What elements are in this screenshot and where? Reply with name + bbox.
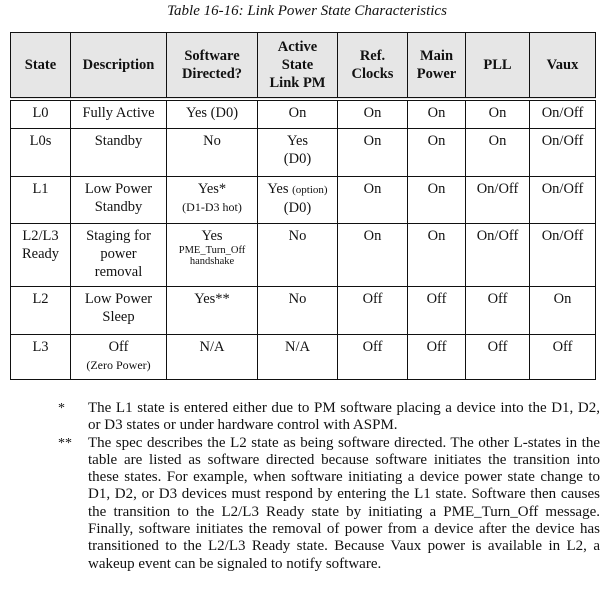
cell-main-power: On — [408, 129, 466, 177]
cell-line: Standby — [94, 199, 143, 215]
cell-main-power: On — [408, 177, 466, 224]
header-main-power — [408, 33, 466, 100]
footnote-mark: ** — [58, 435, 72, 451]
cell-aspm — [258, 129, 338, 177]
cell-description — [71, 335, 167, 380]
header-row — [11, 33, 596, 100]
cell-line: Low Power — [84, 181, 153, 197]
cell-main-power: Off — [408, 287, 466, 335]
header-line: Power — [416, 66, 457, 82]
footnote-text: The spec describes the L2 state as being software directed. The other L-states in the table are listed as software directed because software initiates the transition into these states. For example, when software initiating a device power state change to D1, D2, or D3 devices must respond by entering the L1 state. Software then causes the transition to the L2/L3 Ready state by initiating a PME_Turn_Off message. Finally, software initiates the removal of power from a device after the device has transitioned to the L2/L3 Ready state. Because Vaux power is available in L2, a wakeup event can be signaled to notify software. — [88, 434, 600, 572]
table-row — [11, 287, 596, 335]
header-vaux: Vaux — [530, 33, 596, 100]
cell-line: Ready — [21, 246, 60, 262]
header-description: Description — [71, 33, 167, 100]
cell-state: L2 — [11, 287, 71, 335]
cell-software-directed: Yes** — [167, 287, 258, 335]
header-active-state-link-pm — [258, 33, 338, 100]
cell-state — [11, 224, 71, 287]
cell-pll: On/Off — [466, 224, 530, 287]
table-row — [11, 224, 596, 287]
cell-ref-clocks: On — [338, 177, 408, 224]
cell-line: PME_Turn_Off — [178, 245, 246, 256]
cell-pll: On/Off — [466, 177, 530, 224]
header-line: Clocks — [351, 66, 394, 82]
cell-vaux: On/Off — [530, 177, 596, 224]
cell-software-directed — [167, 177, 258, 224]
cell-vaux: On/Off — [530, 224, 596, 287]
cell-aspm: On — [258, 99, 338, 129]
cell-line: L2/L3 — [22, 228, 59, 244]
cell-state: L3 — [11, 335, 71, 380]
cell-line: (D0) — [283, 151, 312, 167]
table-row — [11, 129, 596, 177]
cell-line: Yes — [201, 228, 223, 244]
cell-line: (Zero Power) — [86, 358, 151, 372]
cell-description: Standby — [71, 129, 167, 177]
table-row — [11, 335, 596, 380]
cell-software-directed: N/A — [167, 335, 258, 380]
header-line: Software — [184, 48, 240, 64]
footnote-mark: * — [58, 401, 65, 416]
header-line: Ref. — [359, 48, 386, 64]
header-line: Link PM — [269, 75, 326, 91]
cell-software-directed: Yes (D0) — [167, 99, 258, 129]
cell-line: power — [100, 246, 137, 262]
cell-line: (D1-D3 hot) — [182, 200, 242, 214]
cell-ref-clocks: Off — [338, 335, 408, 380]
cell-ref-clocks: On — [338, 99, 408, 129]
cell-line: Low Power — [84, 291, 153, 307]
cell-line: Staging for — [86, 228, 151, 244]
cell-vaux: On/Off — [530, 99, 596, 129]
cell-line: Yes — [286, 133, 309, 149]
cell-software-directed: No — [167, 129, 258, 177]
cell-line: (D0) — [283, 200, 312, 216]
cell-state: L1 — [11, 177, 71, 224]
link-power-state-table — [10, 32, 596, 380]
header-pll: PLL — [466, 33, 530, 100]
footnote-double-asterisk — [0, 435, 614, 573]
table-caption: Table 16-16: Link Power State Characteristics — [167, 3, 447, 19]
cell-vaux: On/Off — [530, 129, 596, 177]
cell-line: Yes* — [197, 181, 227, 197]
cell-software-directed — [167, 224, 258, 287]
cell-line: handshake — [189, 256, 235, 267]
header-ref-clocks — [338, 33, 408, 100]
cell-line: (option) — [292, 184, 328, 196]
cell-aspm: No — [258, 287, 338, 335]
cell-main-power: On — [408, 99, 466, 129]
cell-aspm: N/A — [258, 335, 338, 380]
cell-line: Off — [108, 339, 129, 355]
cell-main-power: Off — [408, 335, 466, 380]
cell-main-power: On — [408, 224, 466, 287]
header-software-directed — [167, 33, 258, 100]
cell-description — [71, 224, 167, 287]
cell-pll: On — [466, 129, 530, 177]
cell-description: Fully Active — [71, 99, 167, 129]
cell-pll: Off — [466, 287, 530, 335]
footnote-text: The L1 state is entered either due to PM software placing a device into the D1, D2, or D3 states or under hardware control with ASPM. — [88, 400, 600, 434]
header-line: State — [281, 57, 314, 73]
cell-aspm — [258, 177, 338, 224]
cell-state: L0s — [11, 129, 71, 177]
header-line: Active — [277, 39, 318, 55]
header-state: State — [11, 33, 71, 100]
cell-ref-clocks: On — [338, 224, 408, 287]
cell-vaux: On — [530, 287, 596, 335]
cell-aspm: No — [258, 224, 338, 287]
footnote-single-asterisk — [0, 400, 614, 435]
cell-pll: On — [466, 99, 530, 129]
cell-vaux: Off — [530, 335, 596, 380]
cell-state: L0 — [11, 99, 71, 129]
cell-line: Yes — [267, 181, 289, 197]
cell-description — [71, 287, 167, 335]
table-row — [11, 99, 596, 129]
cell-line: removal — [94, 264, 143, 280]
header-line: Main — [419, 48, 454, 64]
cell-ref-clocks: Off — [338, 287, 408, 335]
cell-description — [71, 177, 167, 224]
footnotes — [0, 400, 614, 573]
cell-ref-clocks: On — [338, 129, 408, 177]
cell-line: Sleep — [102, 309, 135, 325]
cell-pll: Off — [466, 335, 530, 380]
table-row — [11, 177, 596, 224]
header-line: Directed? — [181, 66, 243, 82]
